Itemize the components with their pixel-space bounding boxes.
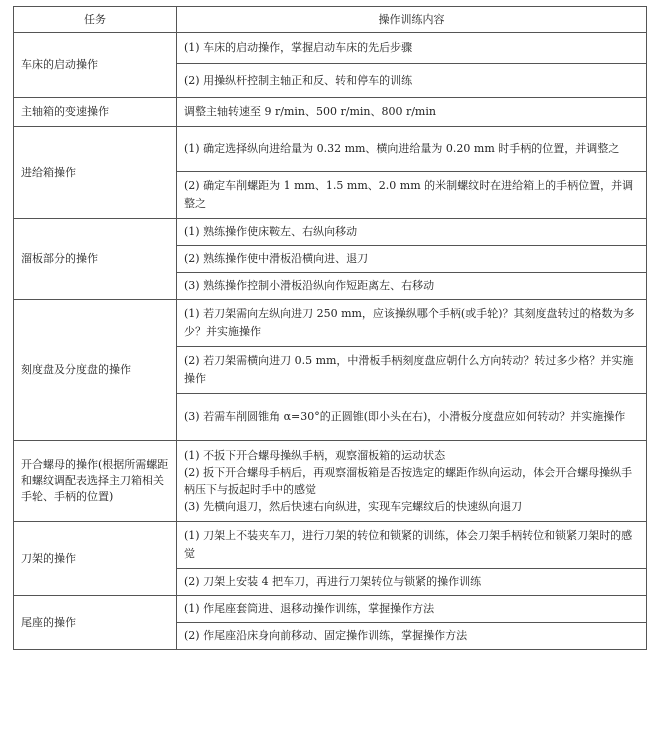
content-cell: (2) 若刀架需横向进刀 0.5 mm，中滑板手柄刻度盘应朝什么方向转动？转过多少格？并实施操作 (177, 347, 647, 394)
content-cell: (1) 若刀架需向左纵向进刀 250 mm，应该操纵哪个手柄(或手轮)？其刻度盘转过的格数为多少？并实施操作 (177, 300, 647, 347)
content-cell: (1) 车床的启动操作，掌握启动车床的先后步骤 (177, 33, 647, 64)
content-cell: (3) 熟练操作控制小滑板沿纵向作短距离左、右移动 (177, 273, 647, 300)
table-row (14, 522, 647, 569)
table-row (14, 300, 647, 347)
task-cell: 刻度盘及分度盘的操作 (14, 300, 177, 441)
task-cell: 开合螺母的操作(根据所需螺距和螺纹调配表选择主刀箱相关手轮、手柄的位置) (14, 441, 177, 522)
table-row (14, 596, 647, 623)
content-cell: (2) 用操纵杆控制主轴正和反、转和停车的训练 (177, 64, 647, 98)
task-cell: 尾座的操作 (14, 596, 177, 650)
header-row (14, 7, 647, 33)
task-cell: 溜板部分的操作 (14, 219, 177, 300)
content-cell: (1) 确定选择纵向进给量为 0.32 mm、横向进给量为 0.20 mm 时手柄的位置，并调整之 (177, 127, 647, 172)
table-row (14, 33, 647, 64)
task-cell: 刀架的操作 (14, 522, 177, 596)
content-cell: (2) 熟练操作使中滑板沿横向进、退刀 (177, 246, 647, 273)
content-cell: (2) 刀架上安装 4 把车刀，再进行刀架转位与锁紧的操作训练 (177, 569, 647, 596)
header-task: 任务 (14, 7, 177, 33)
table-row (14, 127, 647, 172)
table-row (14, 98, 647, 127)
content-cell: (1) 作尾座套筒进、退移动操作训练，掌握操作方法 (177, 596, 647, 623)
task-cell: 进给箱操作 (14, 127, 177, 219)
content-cell: (3) 若需车削圆锥角 α=30°的正圆锥(即小头在右)，小滑板分度盘应如何转动？并实施操作 (177, 394, 647, 441)
content-cell: (2) 作尾座沿床身向前移动、固定操作训练，掌握操作方法 (177, 623, 647, 650)
content-cell: (2) 确定车削螺距为 1 mm、1.5 mm、2.0 mm 的米制螺纹时在进给箱上的手柄位置，并调整之 (177, 172, 647, 219)
content-cell: 调整主轴转速至 9 r/min、500 r/min、800 r/min (177, 98, 647, 127)
header-content: 操作训练内容 (177, 7, 647, 33)
content-cell: (1) 刀架上不装夹车刀，进行刀架的转位和锁紧的训练，体会刀架手柄转位和锁紧刀架时的感觉 (177, 522, 647, 569)
task-cell: 车床的启动操作 (14, 33, 177, 98)
table-row (14, 441, 647, 522)
task-cell: 主轴箱的变速操作 (14, 98, 177, 127)
content-cell: (1) 熟练操作使床鞍左、右纵向移动 (177, 219, 647, 246)
table-row (14, 219, 647, 246)
training-table (13, 6, 647, 650)
content-cell: (1) 不扳下开合螺母操纵手柄，观察溜板箱的运动状态 (2) 扳下开合螺母手柄后，再观察溜板箱是否按选定的螺距作纵向运动，体会开合螺母操纵手柄压下与扳起时手中的感觉 (3) 先横向退刀，然后快速右向纵进，实现车完螺纹后的快速纵向退刀 (177, 441, 647, 522)
